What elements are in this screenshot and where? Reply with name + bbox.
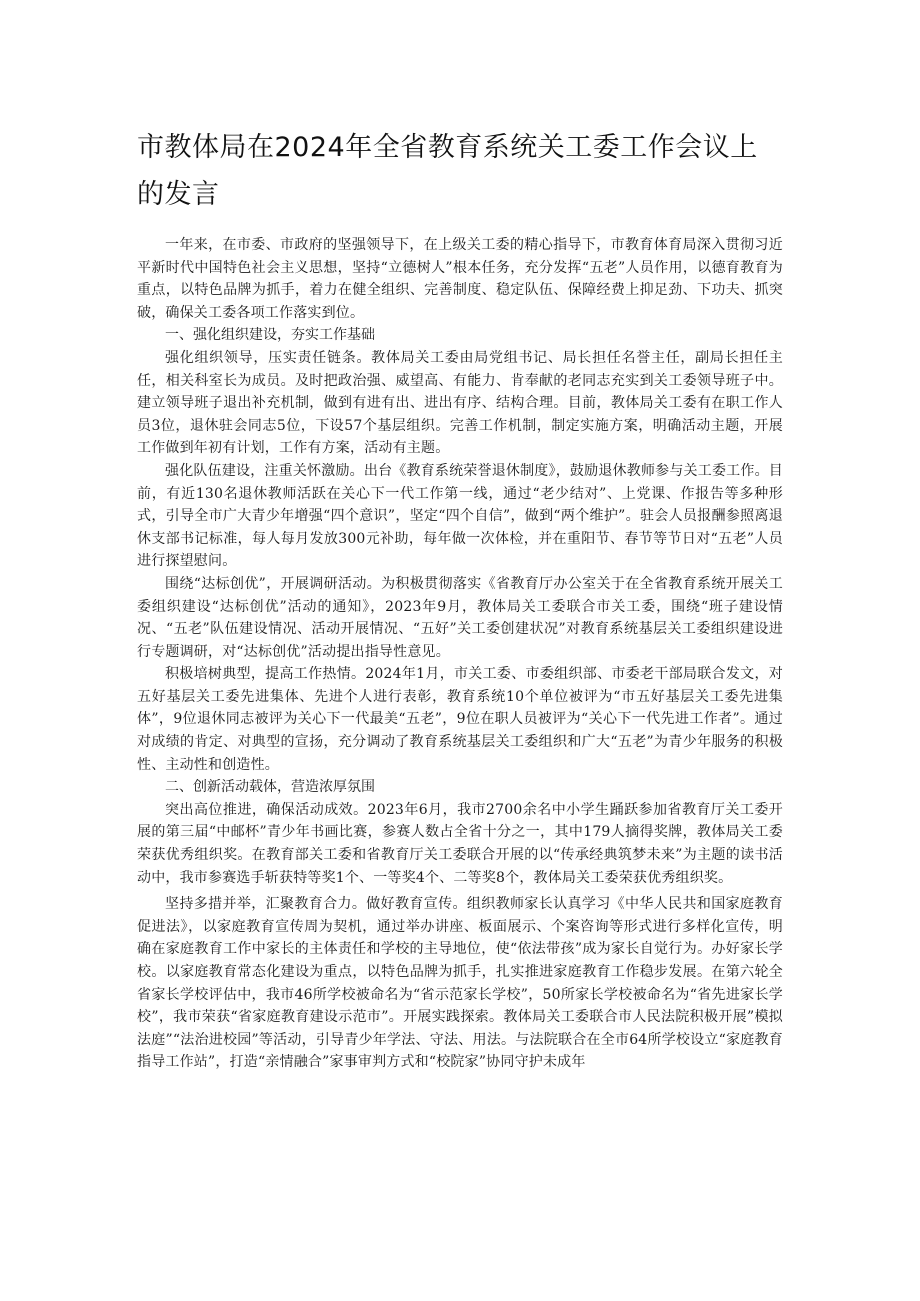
section-2-paragraph-1: 突出高位推进，确保活动成效。2023年6月，我市2700余名中小学生踊跃参加省教育厅关工委开展的第三届“中邮杯”青少年书画比赛，参赛人数占全省十分之一，其中179人摘得奖牌，教体局关工委荣获优秀组织奖。在教育部关工委和省教育厅关工委联合开展的以“传承经典筑梦未来”为主题的读书活动中，我市参赛选手斩获特等奖1个、一等奖4个、二等奖8个，教体局关工委荣获优秀组织奖。 <box>137 801 783 886</box>
section-1-paragraph-4: 积极培树典型，提高工作热情。2024年1月，市关工委、市委组织部、市委老干部局联合发文，对五好基层关工委先进集体、先进个人进行表彰，教育系统10个单位被评为“市五好基层关工委先进集体”，9位退休同志被评为关心下一代最美“五老”，9位在职人员被评为“关心下一代先进工作者”。通过对成绩的肯定、对典型的宣扬，充分调动了教育系统基层关工委组织和广大“五老”为青少年服务的积极性、主动性和创造性。 <box>137 666 783 773</box>
document-page <box>137 124 783 1074</box>
intro-paragraph: 一年来，在市委、市政府的坚强领导下，在上级关工委的精心指导下，市教育体育局深入贯彻习近平新时代中国特色社会主义思想，坚持“立德树人”根本任务，充分发挥“五老”人员作用，以德育教育为重点，以特色品牌为抓手，着力在健全组织、完善制度、稳定队伍、保障经费上抑足劲、下功夫、抓突破，确保关工委各项工作落实到位。 <box>137 237 783 321</box>
section-2-paragraph-2: 坚持多措并举，汇聚教育合力。做好教育宣传。组织教师家长认真学习《中华人民共和国家庭教育促进法》，以家庭教育宣传周为契机，通过举办讲座、板面展示、个案咨询等形式进行多样化宣传，明确在家庭教育工作中家长的主体责任和学校的主导地位，使“依法带孩”成为家长自觉行为。办好家长学校。以家庭教育常态化建设为重点，以特色品牌为抓手，扎实推进家庭教育工作稳步发展。在第六轮全省家长学校评估中，我市46所学校被命名为“省示范家长学校”，50所家长学校被命名为“省先进家长学校”，我市荣获“省家庭教育建设示范市”。开展实践探索。教体局关工委联合市人民法院积极开展”模拟法庭”“法治进校园”等活动，引导青少年学法、守法、用法。与法院联合在全市64所学校设立“家庭教育指导工作站”，打造“亲情融合”家事审判方式和“校院家”协同守护未成年 <box>137 896 783 1071</box>
section-2-heading: 二、创新活动载体，营造浓厚氛围 <box>165 779 375 796</box>
document-title: 市教体局在2024年全省教育系统关工委工作会议上的发言 <box>137 132 758 210</box>
section-1-paragraph-3: 围绕“达标创优”，开展调研活动。为积极贯彻落实《省教育厅办公室关于在全省教育系统开展关工委组织建设“达标创优”活动的通知》，2023年9月，教体局关工委联合市关工委，围绕“班子建设情况、“五老”队伍建设情况、活动开展情况、“五好”关工委创建状况”对教育系统基层关工委组织建设进行专题调研，对“达标创优”活动提出指导性意见。 <box>137 575 783 660</box>
section-1-heading: 一、强化组织建设，夯实工作基础 <box>165 327 375 344</box>
section-1-paragraph-2: 强化队伍建设，注重关怀激励。出台《教育系统荣誉退休制度》，鼓励退休教师参与关工委工作。目前，有近130名退休教师活跃在关心下一代工作第一线，通过“老少结对”、上党课、作报告等多种形式，引导全市广大青少年增强“四个意识”，坚定“四个自信”，做到“两个维护”。驻会人员报酬参照离退休支部书记标准，每人每月发放300元补助，每年做一次体检，并在重阳节、春节等节日对“五老”人员进行探望慰问。 <box>137 462 783 570</box>
section-1-paragraph-1: 强化组织领导，压实责任链条。教体局关工委由局党组书记、局长担任名誉主任，副局长担任主任，相关科室长为成员。及时把政治强、威望高、有能力、肯奉献的老同志充实到关工委领导班子中。建立领导班子退出补充机制，做到有进有出、进出有序、结构合理。目前，教体局关工委有在职工作人员3位，退休驻会同志5位，下设57个基层组织。完善工作机制，制定实施方案，明确活动主题，开展工作做到年初有计划，工作有方案，活动有主题。 <box>137 349 783 457</box>
